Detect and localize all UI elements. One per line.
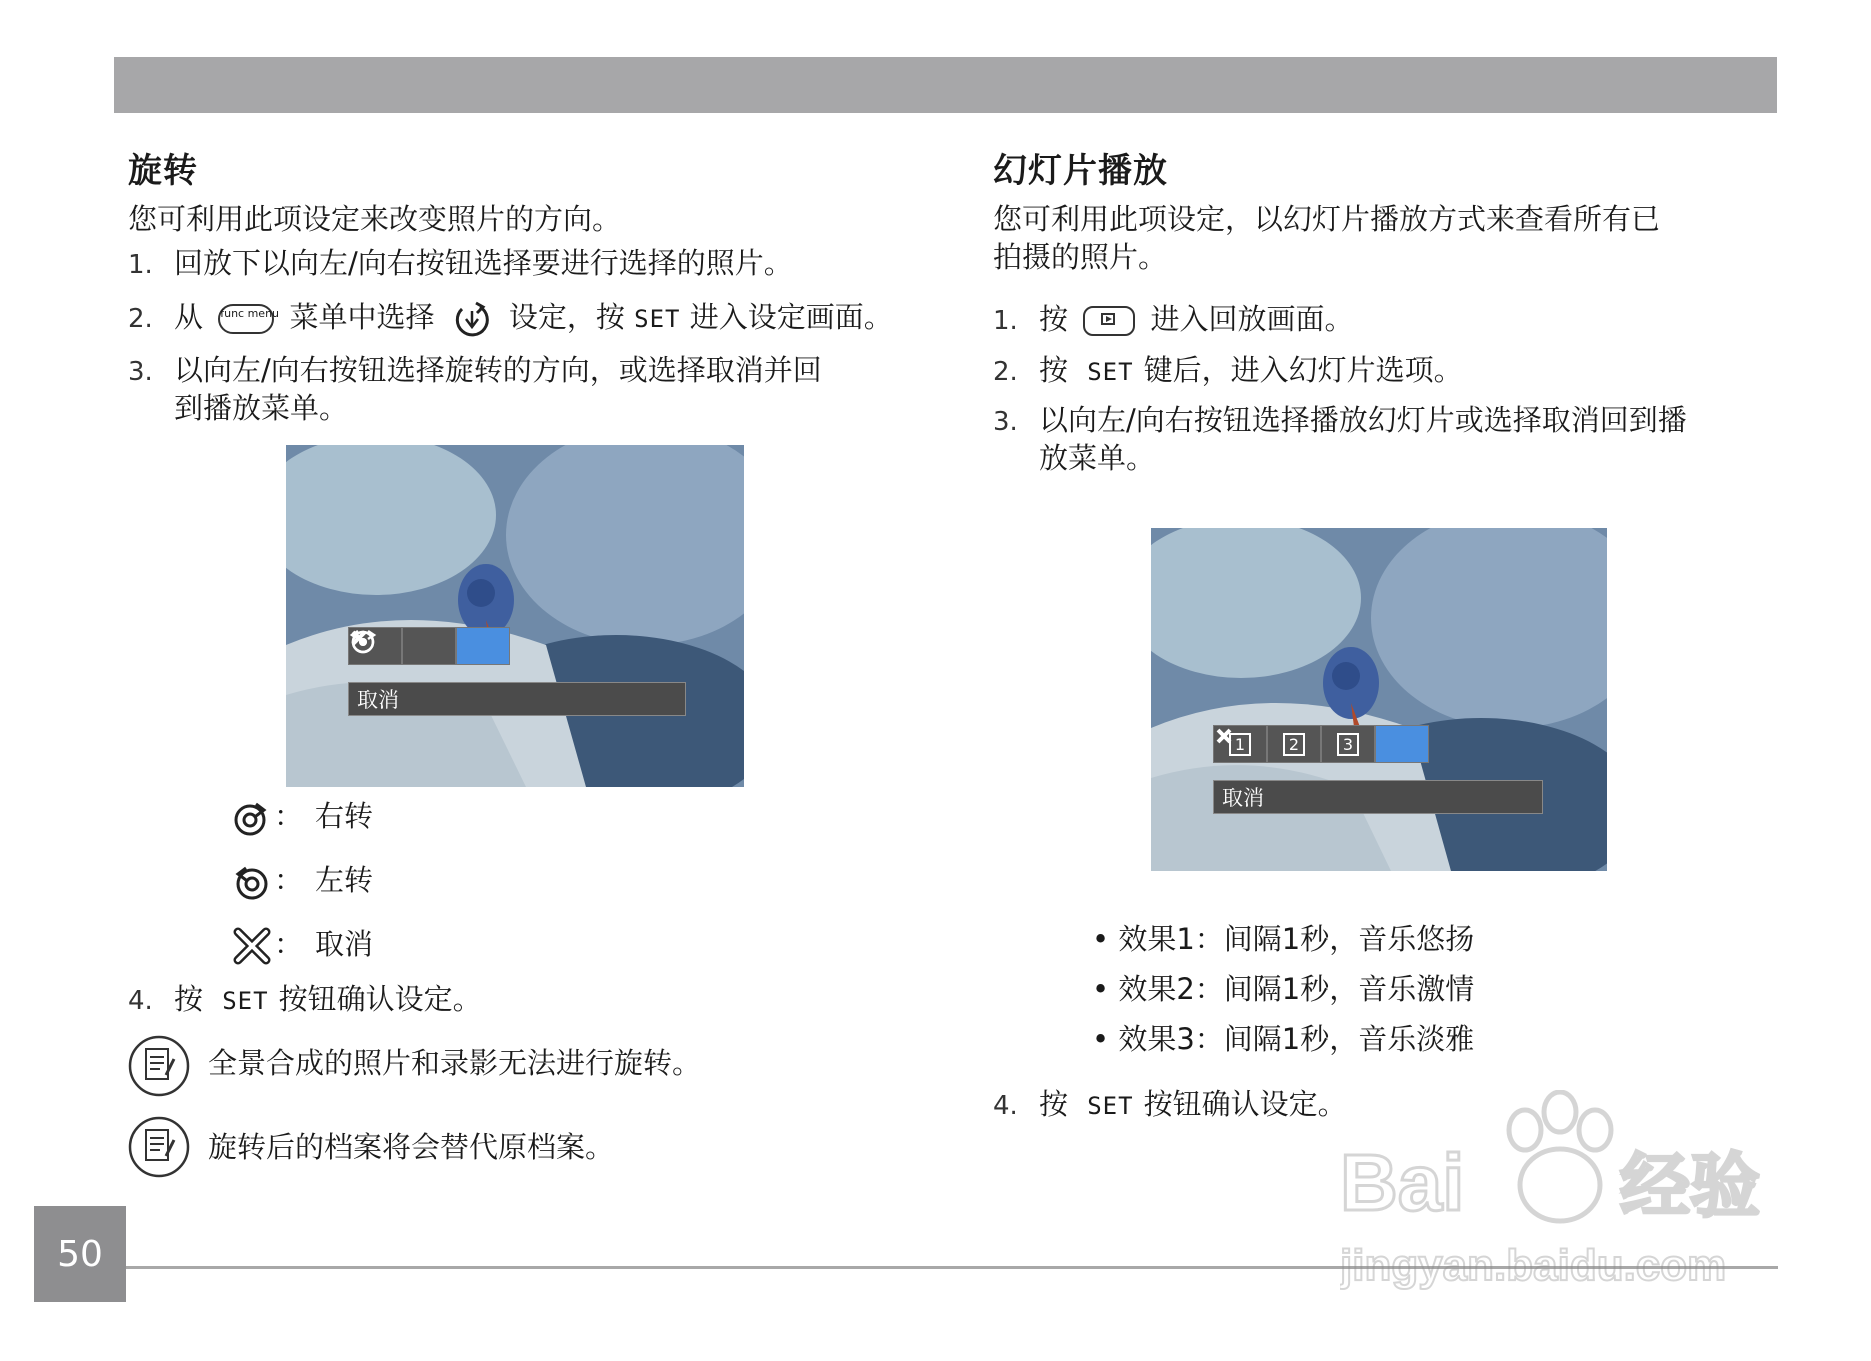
bullet-effect-2: • 效果2：间隔1秒，音乐激情: [1092, 972, 1475, 1006]
rotate-setting-icon: [450, 299, 494, 339]
slideshow-icon-bar: [1213, 725, 1429, 763]
cancel-icon: [1213, 725, 1235, 747]
slideshow-step-2: 2. 按 SET 键后，进入幻灯片选项。: [993, 353, 1463, 387]
rotate-left-icon: [230, 862, 274, 902]
effect-3-option[interactable]: [1321, 725, 1375, 763]
cancel-icon: [348, 627, 370, 649]
cancel-label-bar: 取消: [348, 682, 686, 716]
svg-text:jingyan.baidu.com: jingyan.baidu.com: [1340, 1241, 1727, 1290]
note-icon: [128, 1035, 190, 1097]
baidu-watermark: [1340, 1090, 1780, 1310]
slideshow-effect-3-icon: 3: [1337, 733, 1359, 756]
slideshow-section: [993, 143, 1168, 192]
slideshow-effect-1-icon: 1: [1229, 733, 1251, 756]
slideshow-step-3-cont: 放菜单。: [1039, 441, 1156, 475]
rotate-step-1: 1. 回放下以向左/向右按钮选择要进行选择的照片。: [128, 246, 793, 280]
cancel-label-bar: 取消: [1213, 780, 1543, 814]
cancel-option[interactable]: [1375, 725, 1429, 763]
slideshow-screen-preview: [1151, 528, 1607, 871]
slideshow-step-1: 1. 按 进入回放画面。: [993, 302, 1354, 336]
svg-text:经验: 经验: [1620, 1145, 1760, 1227]
slideshow-step-4: 4. 按 SET 按钮确认设定。: [993, 1087, 1347, 1121]
legend-rotate-right: ： 右转: [230, 796, 373, 838]
note-icon: [128, 1116, 190, 1178]
page-number: 50: [34, 1206, 126, 1302]
slideshow-intro: 您可利用此项设定，以幻灯片播放方式来查看所有已: [993, 202, 1661, 236]
bird-photo: [286, 445, 744, 787]
bullet-effect-3: • 效果3：间隔1秒，音乐淡雅: [1092, 1022, 1475, 1056]
legend-rotate-left: ： 左转: [230, 860, 373, 902]
rotate-step-4: 4. 按 SET 按钮确认设定。: [128, 982, 482, 1016]
header-bar: [114, 57, 1777, 113]
bird-photo: [1151, 528, 1607, 871]
rotate-intro: 您可利用此项设定来改变照片的方向。: [128, 202, 622, 236]
rotate-step-3: 3. 以向左/向右按钮选择旋转的方向，或选择取消并回: [128, 353, 822, 387]
rotate-left-option[interactable]: [402, 627, 456, 665]
rotate-title: 旋转: [128, 151, 198, 191]
bullet-effect-1: • 效果1：间隔1秒，音乐悠扬: [1092, 922, 1475, 956]
rotate-icon-bar: [348, 627, 510, 665]
rotate-step-3-cont: 到播放菜单。: [174, 391, 349, 425]
rotate-section: [128, 143, 198, 192]
func-menu-key-icon: func menu: [218, 304, 274, 334]
svg-text:Bai: Bai: [1340, 1138, 1465, 1227]
cancel-option[interactable]: [456, 627, 510, 665]
rotate-step-2: 2. 从 func menu 菜单中选择 设定，按 SET 进入设定画面。: [128, 298, 893, 339]
baidu-paw-logo: [1340, 1090, 1780, 1310]
legend-cancel: ： 取消: [230, 924, 373, 966]
slideshow-intro-cont: 拍摄的照片。: [993, 240, 1168, 274]
rotate-right-icon: [230, 798, 274, 838]
effect-2-option[interactable]: [1267, 725, 1321, 763]
slideshow-effect-2-icon: 2: [1283, 733, 1305, 756]
note-2: 旋转后的档案将会替代原档案。: [208, 1130, 615, 1164]
cancel-icon: [230, 926, 274, 966]
slideshow-title: 幻灯片播放: [993, 151, 1168, 191]
rotate-screen-preview: [286, 445, 744, 787]
note-1: 全景合成的照片和录影无法进行旋转。: [208, 1046, 702, 1080]
slideshow-step-3: 3. 以向左/向右按钮选择播放幻灯片或选择取消回到播: [993, 403, 1687, 437]
playback-key-icon: [1083, 306, 1135, 336]
